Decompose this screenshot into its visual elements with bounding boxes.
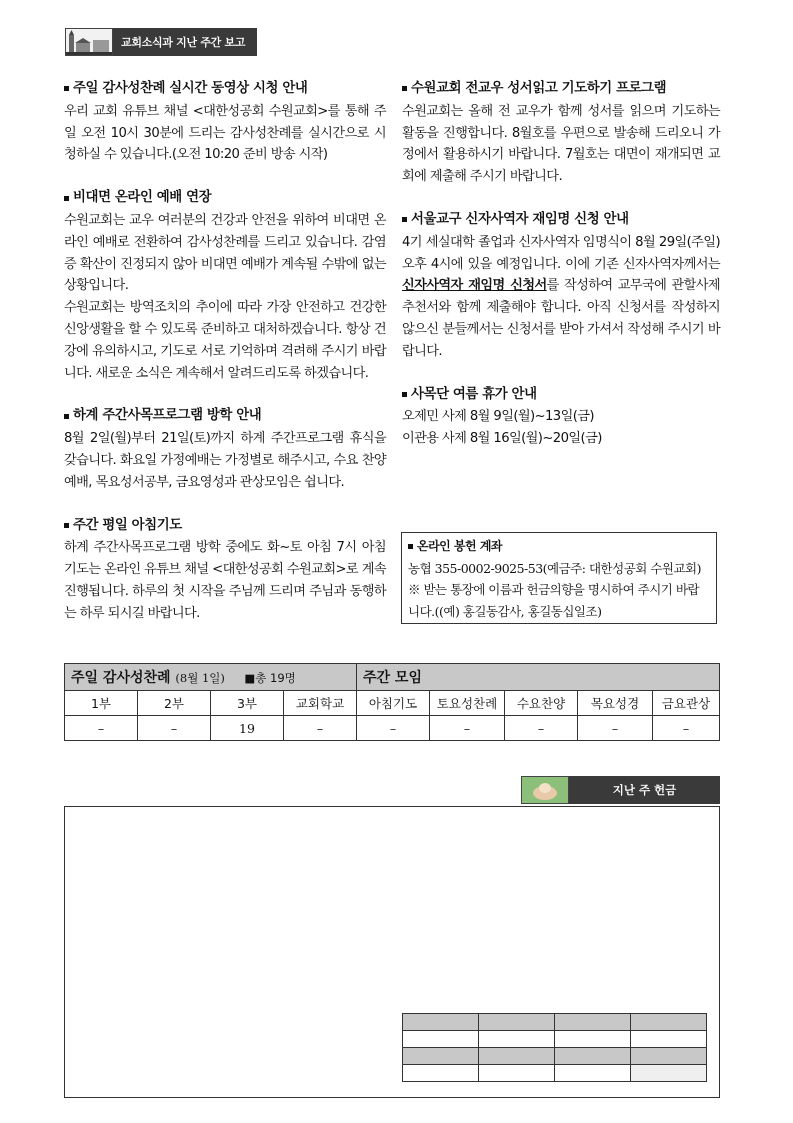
online-offering-account-box <box>401 532 717 624</box>
notice-body: 4기 세실대학 졸업과 신자사역자 임명식이 8월 29일(주일) 오후 4시에 있을 예정입니다. 이에 기존 신자사역자께서는 신자사역자 재임명 신청서를 작성하여 교무국에 관할사제 추천서와 함께 제출해야 합니다. 아직 신청서를 작성하지 않으신 분들께서는 신청서를 받아 가셔서 작성해 주시기 바랍니다. <box>402 234 720 359</box>
right-column <box>402 78 720 471</box>
notice-body: 수원교회는 교우 여러분의 건강과 안전을 위하여 비대면 온라인 예배로 전환하여 감사성찬례를 드리고 있습니다. 감염증 확산이 진정되지 않아 비대면 예배가 계속될 수밖에 없는 상황입니다. <box>64 212 386 294</box>
weekly-meetings-cell: 주간 모임 <box>357 664 720 691</box>
notice-body: 우리 교회 유튜브 채널 <대한성공회 수원교회>를 통해 주일 오전 10시 30분에 드리는 감사성찬례를 실시간으로 시청하실 수 있습니다.(오전 10:20 준비 방송 시작) <box>64 103 386 163</box>
value-cell: – <box>578 716 653 741</box>
value-cell: – <box>65 716 138 741</box>
bullet-icon <box>402 86 407 91</box>
notice-title: 비대면 온라인 예배 연장 <box>73 190 212 206</box>
value-cell: – <box>505 716 578 741</box>
notice-title: 주간 평일 아침기도 <box>73 517 182 533</box>
notice-body: 수원교회는 올해 전 교우가 함께 성서를 읽으며 기도하는 활동을 진행합니다. 8월호를 우편으로 발송해 드리오니 가정에서 활용하시기 바랍니다. 7월호는 대면이 재개되면 교회에 제출해 주시기 바랍니다. <box>402 103 720 185</box>
attendance-total: ■총 19명 <box>244 671 296 685</box>
notice-summer-break <box>64 405 386 493</box>
notice-online-worship <box>64 187 386 384</box>
bullet-icon <box>402 217 407 222</box>
bullet-icon <box>402 392 407 397</box>
sunday-title: 주일 감사성찬례 <box>71 670 171 686</box>
bullet-icon <box>64 414 69 419</box>
notice-livestream <box>64 78 386 166</box>
notice-title: 서울교구 신자사역자 재임명 신청 안내 <box>411 211 629 227</box>
bullet-icon <box>64 523 69 528</box>
bullet-icon <box>408 544 413 549</box>
value-cell: – <box>653 716 720 741</box>
col-header: 아침기도 <box>357 691 430 716</box>
notice-title: 주일 감사성찬례 실시간 동영상 시청 안내 <box>73 81 308 96</box>
notice-vacation <box>402 384 720 450</box>
bullet-icon <box>64 86 69 91</box>
col-header: 2부 <box>138 691 211 716</box>
value-cell: – <box>357 716 430 741</box>
col-header: 금요관상 <box>653 691 720 716</box>
sunday-date: (8월 1일) <box>175 671 225 685</box>
bank-title: 온라인 봉헌 계좌 <box>417 539 503 553</box>
value-cell: 19 <box>211 716 284 741</box>
col-header: 목요성경 <box>578 691 653 716</box>
offering-header <box>521 776 720 804</box>
bank-note: ※ 받는 통장에 이름과 헌금의향을 명시하여 주시기 바랍니다.((예) 홍길동감사, 홍길동십일조) <box>408 582 699 619</box>
notice-title: 수원교회 전교우 성서읽고 기도하기 프로그램 <box>411 81 667 96</box>
church-building-icon <box>66 29 112 55</box>
application-form-name: 신자사역자 재임명 신청서 <box>402 278 547 294</box>
col-header: 교회학교 <box>284 691 357 716</box>
notice-bible-reading <box>402 78 720 188</box>
section-header <box>65 28 257 56</box>
attendance-labels-row <box>65 691 720 716</box>
value-cell: – <box>430 716 505 741</box>
bank-account: 농협 355-0002-9025-53(예금주: 대한성공회 수원교회) <box>408 560 701 576</box>
attendance-values-row <box>65 716 720 741</box>
col-header: 1부 <box>65 691 138 716</box>
header-label: 교회소식과 지난 주간 보고 <box>113 28 257 56</box>
notice-title: 하계 주간사목프로그램 방학 안내 <box>73 408 262 424</box>
value-cell: – <box>138 716 211 741</box>
notice-title: 사목단 여름 휴가 안내 <box>411 386 537 402</box>
col-header: 3부 <box>211 691 284 716</box>
sunday-eucharist-cell <box>65 664 357 691</box>
attendance-header-row <box>65 664 720 691</box>
notice-lay-minister <box>402 209 720 363</box>
attendance-table <box>64 663 720 741</box>
left-column <box>64 78 386 646</box>
value-cell: – <box>284 716 357 741</box>
vacation-line: 오제민 사제 8월 9일(월)~13일(금) <box>402 409 594 425</box>
col-header: 토요성찬례 <box>430 691 505 716</box>
bullet-icon <box>64 196 69 201</box>
offering-label: 지난 주 헌금 <box>569 776 720 804</box>
hands-icon <box>522 777 568 803</box>
notice-body: 수원교회는 방역조치의 추이에 따라 가장 안전하고 건강한 신앙생활을 할 수 있도록 준비하고 대처하겠습니다. 항상 건강에 유의하시고, 기도로 서로 기억하며 격려해 주시기 바랍니다. 새로운 소식은 계속해서 알려드리도록 하겠습니다. <box>64 300 386 381</box>
hands-image <box>521 776 569 804</box>
notice-body: 하계 주간사목프로그램 방학 중에도 화~토 아침 7시 아침기도는 온라인 유튜브 채널 <대한성공회 수원교회>로 계속 진행됩니다. 하루의 첫 시작을 주님께 드리며 주님과 동행하는 하루 되시길 바랍니다. <box>64 540 386 621</box>
notice-morning-prayer <box>64 515 386 625</box>
church-building-image <box>65 28 113 56</box>
offering-summary-table <box>402 1013 707 1082</box>
col-header: 수요찬양 <box>505 691 578 716</box>
vacation-line: 이관용 사제 8월 16일(월)~20일(금) <box>402 431 602 447</box>
notice-body: 8월 2일(월)부터 21일(토)까지 하계 주간프로그램 휴식을 갖습니다. 화요일 가정예배는 가정별로 해주시고, 수요 찬양예배, 목요성서공부, 금요영성과 관상모임은 쉽니다. <box>64 431 386 490</box>
